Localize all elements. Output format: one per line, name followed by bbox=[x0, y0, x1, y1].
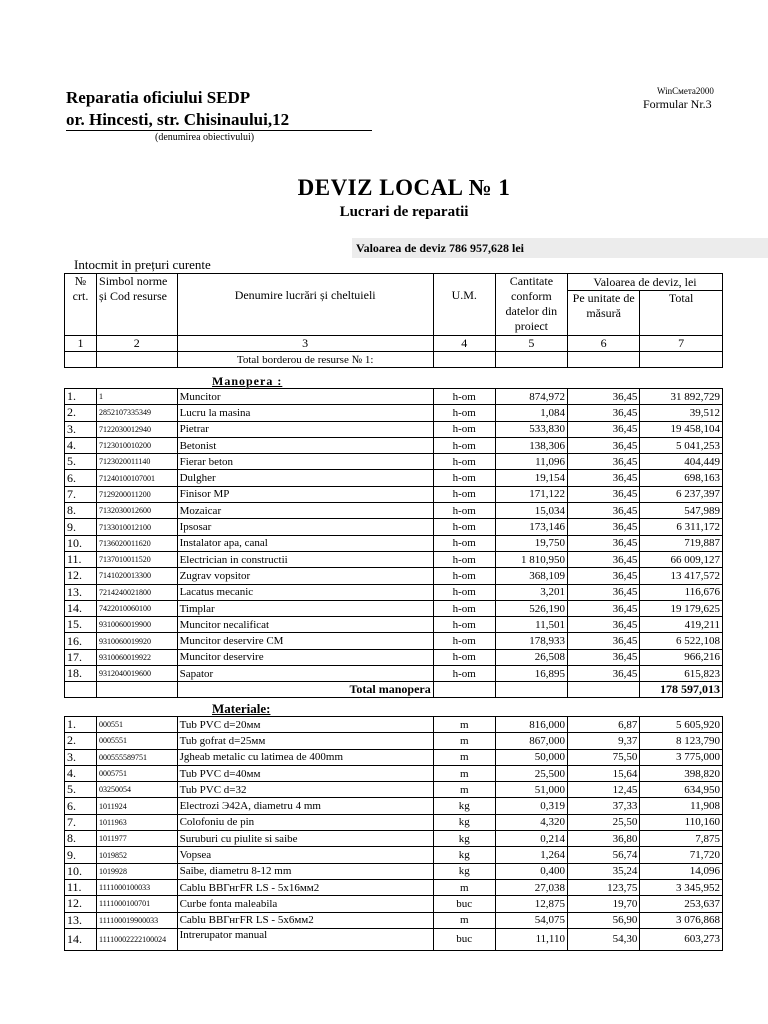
table-row bbox=[65, 863, 723, 879]
cell-nr: 8. bbox=[65, 503, 97, 519]
cell-cantitate: 27,038 bbox=[495, 879, 567, 895]
cell-denumire: Intrerupator manual bbox=[177, 928, 433, 950]
cell-cod: 9310060019900 bbox=[97, 617, 178, 633]
cell-um: h-om bbox=[433, 633, 495, 649]
cell-denumire: Muncitor deservire bbox=[177, 649, 433, 665]
table-row bbox=[65, 847, 723, 863]
cell-denumire: Electrozi Э42А, diametru 4 mm bbox=[177, 798, 433, 814]
borderou-label: Total borderou de resurse № 1: bbox=[177, 352, 433, 368]
cell-nr: 13. bbox=[65, 912, 97, 928]
cell-total: 6 311,172 bbox=[640, 519, 723, 535]
col-number-1: 1 bbox=[65, 336, 97, 352]
col-number-5: 5 bbox=[495, 336, 567, 352]
cell-denumire: Tub PVC d=20мм bbox=[177, 717, 433, 733]
cell-denumire: Cablu ВВГнгFR LS - 5x16мм2 bbox=[177, 879, 433, 895]
cell-cantitate: 526,190 bbox=[495, 600, 567, 616]
cell-pe-unitate: 36,45 bbox=[568, 551, 640, 567]
cell-total: 19 179,625 bbox=[640, 600, 723, 616]
col-number-2: 2 bbox=[97, 336, 178, 352]
cell-cod: 2852107335349 bbox=[97, 405, 178, 421]
cell-total: 71,720 bbox=[640, 847, 723, 863]
cell-nr: 2. bbox=[65, 733, 97, 749]
cell-um: kg bbox=[433, 831, 495, 847]
cell-total: 6 522,108 bbox=[640, 633, 723, 649]
col-denumire-header: Denumire lucrări și cheltuieli bbox=[177, 274, 433, 336]
cell-total: 698,163 bbox=[640, 470, 723, 486]
cell-pe-unitate: 36,45 bbox=[568, 454, 640, 470]
table-row bbox=[65, 389, 723, 405]
cell-cantitate: 54,075 bbox=[495, 912, 567, 928]
object-address: or. Hincesti, str. Chisinaului,12 bbox=[66, 110, 290, 129]
materiale-table bbox=[64, 716, 723, 951]
cell-um: h-om bbox=[433, 666, 495, 682]
cell-cod: 7422010060100 bbox=[97, 600, 178, 616]
cell-cantitate: 173,146 bbox=[495, 519, 567, 535]
cell-total: 404,449 bbox=[640, 454, 723, 470]
cell-total: 3 775,000 bbox=[640, 749, 723, 765]
cell-pe-unitate: 36,45 bbox=[568, 535, 640, 551]
cell-pe-unitate: 56,74 bbox=[568, 847, 640, 863]
cell-nr: 16. bbox=[65, 633, 97, 649]
cell-nr: 7. bbox=[65, 814, 97, 830]
cell-cod: 03250054 bbox=[97, 782, 178, 798]
cell-denumire: Mozaicar bbox=[177, 503, 433, 519]
cell-um: h-om bbox=[433, 470, 495, 486]
cell-denumire: Electrician in constructii bbox=[177, 551, 433, 567]
cell-pe-unitate: 36,45 bbox=[568, 568, 640, 584]
cell-cod: 1011977 bbox=[97, 831, 178, 847]
cell-cantitate: 0,400 bbox=[495, 863, 567, 879]
cell-pe-unitate: 9,37 bbox=[568, 733, 640, 749]
table-row bbox=[65, 765, 723, 781]
table-row bbox=[65, 831, 723, 847]
cell-total: 8 123,790 bbox=[640, 733, 723, 749]
cell-total: 3 345,952 bbox=[640, 879, 723, 895]
cell-um: h-om bbox=[433, 519, 495, 535]
cell-total: 7,875 bbox=[640, 831, 723, 847]
cell-pe-unitate: 36,45 bbox=[568, 617, 640, 633]
cell-denumire: Vopsea bbox=[177, 847, 433, 863]
cell-pe-unitate: 36,80 bbox=[568, 831, 640, 847]
cell-denumire: Muncitor deservire CM bbox=[177, 633, 433, 649]
cell-nr: 4. bbox=[65, 437, 97, 453]
cell-cantitate: 16,895 bbox=[495, 666, 567, 682]
cell-cantitate: 25,500 bbox=[495, 765, 567, 781]
cell-nr: 9. bbox=[65, 847, 97, 863]
cell-nr: 15. bbox=[65, 617, 97, 633]
cell-cod: 7122030012940 bbox=[97, 421, 178, 437]
table-row bbox=[65, 649, 723, 665]
cell-cod: 11110002222100024 bbox=[97, 928, 178, 950]
table-row bbox=[65, 584, 723, 600]
cell-denumire: Ipsosar bbox=[177, 519, 433, 535]
cell-denumire: Fierar beton bbox=[177, 454, 433, 470]
cell-total: 14,096 bbox=[640, 863, 723, 879]
document-subtitle: Lucrari de reparatii bbox=[339, 204, 469, 220]
cell-cantitate: 51,000 bbox=[495, 782, 567, 798]
cell-pe-unitate: 36,45 bbox=[568, 600, 640, 616]
cell-nr: 17. bbox=[65, 649, 97, 665]
total-manopera-label: Total manopera bbox=[177, 682, 433, 698]
table-row bbox=[65, 879, 723, 895]
cell-cantitate: 15,034 bbox=[495, 503, 567, 519]
cell-um: m bbox=[433, 879, 495, 895]
cell-pe-unitate: 36,45 bbox=[568, 633, 640, 649]
col-pe-unitate-header: Pe unitate de măsură bbox=[568, 291, 640, 336]
table-row bbox=[65, 798, 723, 814]
col-number-4: 4 bbox=[433, 336, 495, 352]
cell-cantitate: 368,109 bbox=[495, 568, 567, 584]
cell-denumire: Colofoniu de pin bbox=[177, 814, 433, 830]
cell-denumire: Cablu ВВГнгFR LS - 5x6мм2 bbox=[177, 912, 433, 928]
cell-um: m bbox=[433, 782, 495, 798]
table-row bbox=[65, 519, 723, 535]
cell-denumire: Muncitor necalificat bbox=[177, 617, 433, 633]
cell-nr: 6. bbox=[65, 470, 97, 486]
cell-denumire: Tub PVC d=40мм bbox=[177, 765, 433, 781]
table-row bbox=[65, 733, 723, 749]
table-row bbox=[65, 535, 723, 551]
cell-cantitate: 19,750 bbox=[495, 535, 567, 551]
manopera-title: Manopera : bbox=[212, 374, 283, 388]
cell-total: 39,512 bbox=[640, 405, 723, 421]
cell-cantitate: 50,000 bbox=[495, 749, 567, 765]
cell-um: m bbox=[433, 733, 495, 749]
cell-cantitate: 816,000 bbox=[495, 717, 567, 733]
table-row bbox=[65, 633, 723, 649]
cell-denumire: Timplar bbox=[177, 600, 433, 616]
cell-nr: 5. bbox=[65, 782, 97, 798]
cell-um: kg bbox=[433, 847, 495, 863]
cell-um: kg bbox=[433, 814, 495, 830]
cell-cantitate: 0,319 bbox=[495, 798, 567, 814]
cell-cantitate: 3,201 bbox=[495, 584, 567, 600]
table-row bbox=[65, 503, 723, 519]
cell-total: 66 009,127 bbox=[640, 551, 723, 567]
cell-cod: 1 bbox=[97, 389, 178, 405]
cell-cod: 7137010011520 bbox=[97, 551, 178, 567]
cell-nr: 5. bbox=[65, 454, 97, 470]
cell-cantitate: 1,264 bbox=[495, 847, 567, 863]
cell-cantitate: 26,508 bbox=[495, 649, 567, 665]
table-row bbox=[65, 896, 723, 912]
cell-um: h-om bbox=[433, 503, 495, 519]
cell-denumire: Curbe fonta maleabila bbox=[177, 896, 433, 912]
table-row bbox=[65, 814, 723, 830]
cell-um: h-om bbox=[433, 454, 495, 470]
cell-pe-unitate: 35,24 bbox=[568, 863, 640, 879]
cell-pe-unitate: 36,45 bbox=[568, 666, 640, 682]
cell-pe-unitate: 54,30 bbox=[568, 928, 640, 950]
document-title: DEVIZ LOCAL № 1 bbox=[297, 175, 511, 200]
table-row bbox=[65, 617, 723, 633]
cell-pe-unitate: 36,45 bbox=[568, 503, 640, 519]
cell-um: h-om bbox=[433, 486, 495, 502]
cell-nr: 14. bbox=[65, 928, 97, 950]
cell-um: h-om bbox=[433, 617, 495, 633]
cell-cantitate: 4,320 bbox=[495, 814, 567, 830]
software-label: WinСмета2000 bbox=[657, 86, 714, 96]
table-row bbox=[65, 928, 723, 950]
col-number-7: 7 bbox=[640, 336, 723, 352]
cell-cod: 1019852 bbox=[97, 847, 178, 863]
cell-nr: 12. bbox=[65, 896, 97, 912]
object-caption: (denumirea obiectivului) bbox=[155, 132, 255, 143]
cell-um: kg bbox=[433, 798, 495, 814]
cell-cod: 7123020011140 bbox=[97, 454, 178, 470]
cell-denumire: Tub PVC d=32 bbox=[177, 782, 433, 798]
intocmit-label: Intocmit in prețuri curente bbox=[74, 257, 211, 272]
cell-cod: 111100019900033 bbox=[97, 912, 178, 928]
manopera-table bbox=[64, 388, 723, 698]
cell-cod: 1011924 bbox=[97, 798, 178, 814]
cell-total: 3 076,868 bbox=[640, 912, 723, 928]
cell-denumire: Instalator apa, canal bbox=[177, 535, 433, 551]
cell-cod: 7123010010200 bbox=[97, 437, 178, 453]
cell-pe-unitate: 36,45 bbox=[568, 405, 640, 421]
cell-total: 719,887 bbox=[640, 535, 723, 551]
table-row bbox=[65, 749, 723, 765]
cell-cantitate: 11,096 bbox=[495, 454, 567, 470]
cell-cod: 000555589751 bbox=[97, 749, 178, 765]
cell-cod: 7132030012600 bbox=[97, 503, 178, 519]
col-nr-header: № crt. bbox=[65, 274, 97, 336]
cell-denumire: Betonist bbox=[177, 437, 433, 453]
col-valoarea-header: Valoarea de deviz, lei bbox=[568, 274, 723, 291]
table-row bbox=[65, 454, 723, 470]
cell-pe-unitate: 36,45 bbox=[568, 649, 640, 665]
cell-um: h-om bbox=[433, 568, 495, 584]
cell-total: 5 041,253 bbox=[640, 437, 723, 453]
cell-nr: 3. bbox=[65, 749, 97, 765]
cell-pe-unitate: 36,45 bbox=[568, 519, 640, 535]
cell-cod: 0005551 bbox=[97, 733, 178, 749]
cell-cantitate: 12,875 bbox=[495, 896, 567, 912]
table-row bbox=[65, 486, 723, 502]
table-row bbox=[65, 912, 723, 928]
cell-cod: 1011963 bbox=[97, 814, 178, 830]
cell-cantitate: 11,501 bbox=[495, 617, 567, 633]
formular-label: Formular Nr.3 bbox=[643, 97, 712, 111]
cell-total: 634,950 bbox=[640, 782, 723, 798]
cell-cod: 7136020011620 bbox=[97, 535, 178, 551]
cell-cod: 9312040019600 bbox=[97, 666, 178, 682]
cell-pe-unitate: 36,45 bbox=[568, 421, 640, 437]
cell-nr: 10. bbox=[65, 535, 97, 551]
materiale-title: Materiale: bbox=[212, 701, 271, 716]
cell-cantitate: 11,110 bbox=[495, 928, 567, 950]
col-number-3: 3 bbox=[177, 336, 433, 352]
cell-pe-unitate: 37,33 bbox=[568, 798, 640, 814]
cell-um: h-om bbox=[433, 421, 495, 437]
cell-um: h-om bbox=[433, 389, 495, 405]
cell-pe-unitate: 36,45 bbox=[568, 486, 640, 502]
cell-cantitate: 19,154 bbox=[495, 470, 567, 486]
cell-denumire: Finisor MP bbox=[177, 486, 433, 502]
cell-pe-unitate: 36,45 bbox=[568, 389, 640, 405]
cell-pe-unitate: 75,50 bbox=[568, 749, 640, 765]
cell-pe-unitate: 36,45 bbox=[568, 470, 640, 486]
cell-denumire: Dulgher bbox=[177, 470, 433, 486]
table-row bbox=[65, 551, 723, 567]
cell-um: m bbox=[433, 717, 495, 733]
cell-cod: 9310060019920 bbox=[97, 633, 178, 649]
cell-total: 419,211 bbox=[640, 617, 723, 633]
cell-cod: 7133010012100 bbox=[97, 519, 178, 535]
table-row bbox=[65, 600, 723, 616]
cell-total: 19 458,104 bbox=[640, 421, 723, 437]
cell-denumire: Lucru la masina bbox=[177, 405, 433, 421]
object-name: Reparatia oficiului SEDP bbox=[66, 88, 251, 107]
cell-cantitate: 138,306 bbox=[495, 437, 567, 453]
cell-nr: 1. bbox=[65, 717, 97, 733]
cell-cantitate: 178,933 bbox=[495, 633, 567, 649]
cell-denumire: Zugrav vopsitor bbox=[177, 568, 433, 584]
cell-cod: 7129200011200 bbox=[97, 486, 178, 502]
table-row bbox=[65, 437, 723, 453]
cell-um: m bbox=[433, 765, 495, 781]
cell-cod: 000551 bbox=[97, 717, 178, 733]
cell-cod: 7141020013300 bbox=[97, 568, 178, 584]
cell-pe-unitate: 15,64 bbox=[568, 765, 640, 781]
table-row bbox=[65, 782, 723, 798]
cell-nr: 2. bbox=[65, 405, 97, 421]
col-total-header: Total bbox=[640, 291, 723, 336]
cell-pe-unitate: 36,45 bbox=[568, 437, 640, 453]
cell-cantitate: 1 810,950 bbox=[495, 551, 567, 567]
cell-total: 547,989 bbox=[640, 503, 723, 519]
cell-um: kg bbox=[433, 863, 495, 879]
table-row bbox=[65, 568, 723, 584]
cell-nr: 7. bbox=[65, 486, 97, 502]
cell-um: h-om bbox=[433, 405, 495, 421]
total-manopera-value: 178 597,013 bbox=[640, 682, 723, 698]
col-number-6: 6 bbox=[568, 336, 640, 352]
cell-total: 13 417,572 bbox=[640, 568, 723, 584]
cell-total: 966,216 bbox=[640, 649, 723, 665]
cell-cantitate: 0,214 bbox=[495, 831, 567, 847]
cell-denumire: Jgheab metalic cu latimea de 400mm bbox=[177, 749, 433, 765]
cell-um: buc bbox=[433, 896, 495, 912]
cell-cod: 1111000100033 bbox=[97, 879, 178, 895]
cell-nr: 18. bbox=[65, 666, 97, 682]
cell-total: 31 892,729 bbox=[640, 389, 723, 405]
cell-cod: 9310060019922 bbox=[97, 649, 178, 665]
cell-denumire: Saibe, diametru 8-12 mm bbox=[177, 863, 433, 879]
cell-total: 110,160 bbox=[640, 814, 723, 830]
cell-nr: 3. bbox=[65, 421, 97, 437]
table-row bbox=[65, 717, 723, 733]
cell-cantitate: 171,122 bbox=[495, 486, 567, 502]
cell-nr: 14. bbox=[65, 600, 97, 616]
cell-pe-unitate: 36,45 bbox=[568, 584, 640, 600]
cell-total: 253,637 bbox=[640, 896, 723, 912]
table-row bbox=[65, 421, 723, 437]
cell-pe-unitate: 12,45 bbox=[568, 782, 640, 798]
cell-pe-unitate: 56,90 bbox=[568, 912, 640, 928]
cell-nr: 10. bbox=[65, 863, 97, 879]
cell-denumire: Tub gofrat d=25мм bbox=[177, 733, 433, 749]
cell-denumire: Muncitor bbox=[177, 389, 433, 405]
cell-pe-unitate: 19,70 bbox=[568, 896, 640, 912]
cell-total: 603,273 bbox=[640, 928, 723, 950]
cell-um: h-om bbox=[433, 551, 495, 567]
cell-denumire: Suruburi cu piulite si saibe bbox=[177, 831, 433, 847]
cell-nr: 4. bbox=[65, 765, 97, 781]
cell-um: m bbox=[433, 749, 495, 765]
cell-pe-unitate: 25,50 bbox=[568, 814, 640, 830]
cell-total: 116,676 bbox=[640, 584, 723, 600]
cell-um: h-om bbox=[433, 535, 495, 551]
cell-nr: 13. bbox=[65, 584, 97, 600]
cell-cantitate: 1,084 bbox=[495, 405, 567, 421]
cell-cantitate: 874,972 bbox=[495, 389, 567, 405]
cell-cod: 7214240021800 bbox=[97, 584, 178, 600]
cell-total: 398,820 bbox=[640, 765, 723, 781]
cell-nr: 6. bbox=[65, 798, 97, 814]
cell-pe-unitate: 123,75 bbox=[568, 879, 640, 895]
object-underline bbox=[66, 130, 372, 131]
cell-um: h-om bbox=[433, 600, 495, 616]
cell-um: m bbox=[433, 912, 495, 928]
cell-cod: 71240100107001 bbox=[97, 470, 178, 486]
cell-total: 615,823 bbox=[640, 666, 723, 682]
col-um-header: U.M. bbox=[433, 274, 495, 336]
cell-cantitate: 867,000 bbox=[495, 733, 567, 749]
cell-total: 5 605,920 bbox=[640, 717, 723, 733]
table-row bbox=[65, 666, 723, 682]
cell-denumire: Pietrar bbox=[177, 421, 433, 437]
cell-denumire: Sapator bbox=[177, 666, 433, 682]
cell-denumire: Lacatus mecanic bbox=[177, 584, 433, 600]
cell-nr: 12. bbox=[65, 568, 97, 584]
cell-cod: 1019928 bbox=[97, 863, 178, 879]
valoare-deviz: Valoarea de deviz 786 957,628 lei bbox=[356, 241, 524, 255]
cell-um: buc bbox=[433, 928, 495, 950]
table-header bbox=[64, 273, 723, 368]
col-simbol-header: Simbol norme și Cod resurse bbox=[97, 274, 178, 336]
cell-nr: 9. bbox=[65, 519, 97, 535]
cell-cod: 0005751 bbox=[97, 765, 178, 781]
cell-nr: 11. bbox=[65, 551, 97, 567]
cell-total: 6 237,397 bbox=[640, 486, 723, 502]
cell-cod: 1111000100701 bbox=[97, 896, 178, 912]
cell-cantitate: 533,830 bbox=[495, 421, 567, 437]
cell-um: h-om bbox=[433, 584, 495, 600]
cell-nr: 8. bbox=[65, 831, 97, 847]
col-cantitate-header: Cantitate conform datelor din proiect bbox=[495, 274, 567, 336]
table-row bbox=[65, 470, 723, 486]
cell-nr: 1. bbox=[65, 389, 97, 405]
cell-um: h-om bbox=[433, 437, 495, 453]
table-row bbox=[65, 405, 723, 421]
cell-nr: 11. bbox=[65, 879, 97, 895]
cell-pe-unitate: 6,87 bbox=[568, 717, 640, 733]
cell-total: 11,908 bbox=[640, 798, 723, 814]
cell-um: h-om bbox=[433, 649, 495, 665]
